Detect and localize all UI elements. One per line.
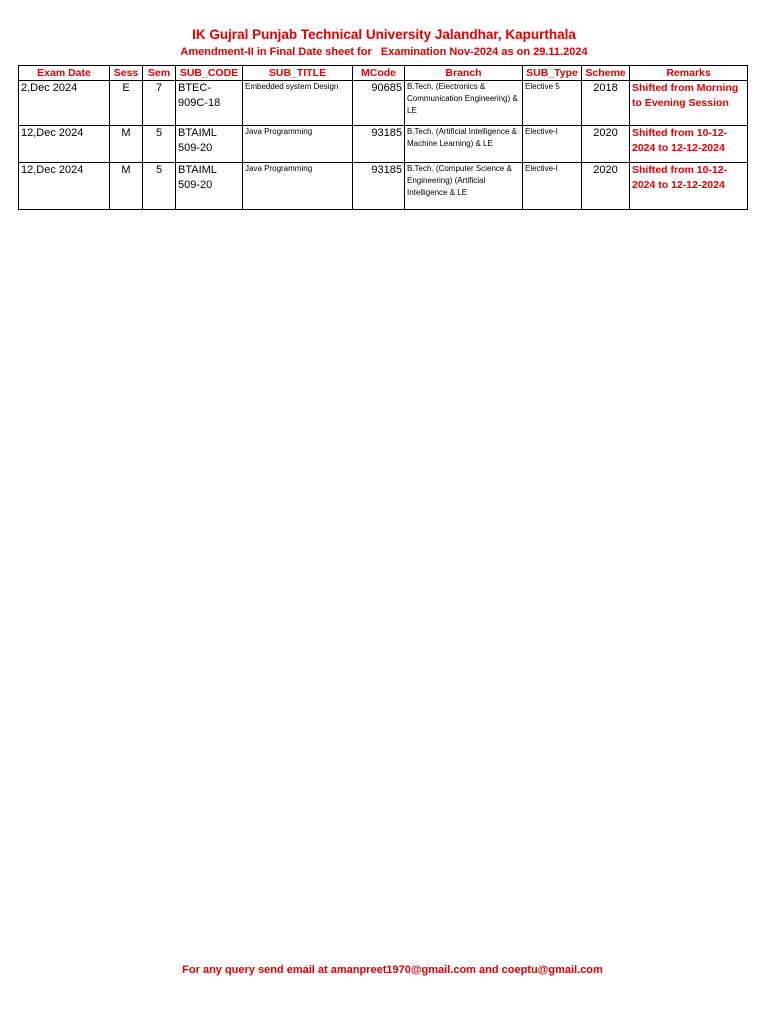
- table-row: [19, 126, 748, 163]
- col-header-exam-date: Exam Date: [19, 66, 110, 81]
- mcode-cell: 93185: [353, 126, 405, 163]
- branch-cell: B.Tech. (Artificial Intelligence & Machine Learning) & LE: [405, 126, 523, 163]
- sub-code-cell: BTEC-909C-18: [176, 81, 243, 126]
- sub-type-cell: Elective-I: [523, 163, 582, 210]
- col-header-branch: Branch: [405, 66, 523, 81]
- col-header-remarks: Remarks: [630, 66, 748, 81]
- table-row: [19, 81, 748, 126]
- sub-title-cell: Embedded system Design: [243, 81, 353, 126]
- sem-cell: 5: [143, 163, 176, 210]
- col-header-sess: Sess: [110, 66, 143, 81]
- sem-cell: 5: [143, 126, 176, 163]
- mcode-cell: 90685: [353, 81, 405, 126]
- col-header-scheme: Scheme: [582, 66, 630, 81]
- date-sheet-table: [18, 65, 748, 210]
- col-header-sem: Sem: [143, 66, 176, 81]
- exam-date-cell: 12,Dec 2024: [19, 163, 110, 210]
- exam-date-cell: 12,Dec 2024: [19, 126, 110, 163]
- sub-code-cell: BTAIML 509-20: [176, 126, 243, 163]
- sub-title-cell: Java Programming: [243, 126, 353, 163]
- remarks-cell: Shifted from 10-12-2024 to 12-12-2024: [630, 163, 748, 210]
- col-header-sub-title: SUB_TITLE: [243, 66, 353, 81]
- branch-cell: B.Tech. (Electronics & Communication Engineering) & LE: [405, 81, 523, 126]
- scheme-cell: 2020: [582, 163, 630, 210]
- exam-date-cell: 2,Dec 2024: [19, 81, 110, 126]
- sess-cell: M: [110, 126, 143, 163]
- table-header-row: [19, 66, 748, 81]
- col-header-sub-type: SUB_Type: [523, 66, 582, 81]
- sem-cell: 7: [143, 81, 176, 126]
- scheme-cell: 2018: [582, 81, 630, 126]
- sub-title-cell: Java Programming: [243, 163, 353, 210]
- sess-cell: M: [110, 163, 143, 210]
- remarks-cell: Shifted from 10-12-2024 to 12-12-2024: [630, 126, 748, 163]
- university-title: IK Gujral Punjab Technical University Jalandhar, Kapurthala: [192, 27, 576, 42]
- query-contact-footer: For any query send email at amanpreet1970@gmail.com and coeptu@gmail.com: [182, 964, 603, 976]
- col-header-mcode: MCode: [353, 66, 405, 81]
- table-row: [19, 163, 748, 210]
- sub-code-cell: BTAIML 509-20: [176, 163, 243, 210]
- remarks-cell: Shifted from Morning to Evening Session: [630, 81, 748, 126]
- mcode-cell: 93185: [353, 163, 405, 210]
- col-header-sub-code: SUB_CODE: [176, 66, 243, 81]
- sub-type-cell: Elective 5: [523, 81, 582, 126]
- scheme-cell: 2020: [582, 126, 630, 163]
- sub-type-cell: Elective-I: [523, 126, 582, 163]
- amendment-subtitle: Amendment-II in Final Date sheet for Examination Nov-2024 as on 29.11.2024: [180, 46, 588, 58]
- sess-cell: E: [110, 81, 143, 126]
- branch-cell: B.Tech. (Computer Science & Engineering) (Artificial Intelligence & LE: [405, 163, 523, 210]
